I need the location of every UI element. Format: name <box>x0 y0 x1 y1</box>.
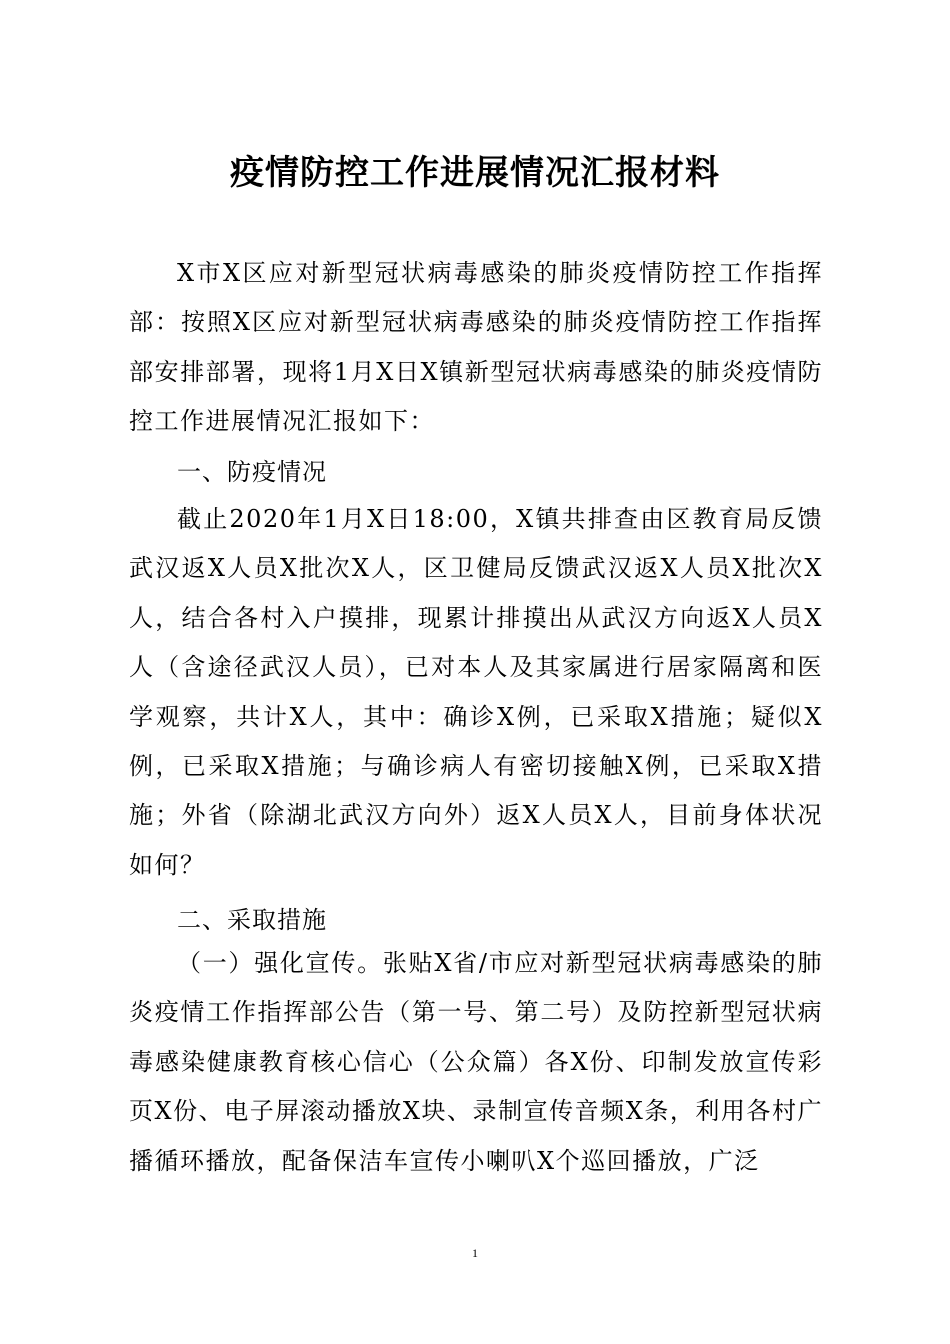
document-title: 疫情防控工作进展情况汇报材料 <box>230 153 720 193</box>
measures-paragraph: （一）强化宣传。张贴X省/市应对新型冠状病毒感染的肺炎疫情工作指挥部公告（第一号、第二号）及防控新型冠状病毒感染健康教育核心信心（公众篇）各X份、印制发放宣传彩页X份、电子屏滚动播放X块、录制宣传音频X条，利用各村广播循环播放，配备保洁车宣传小喇叭X个巡回播放，广泛 <box>129 949 823 1175</box>
page-number: 1 <box>472 1246 478 1260</box>
section-heading-measures: 二、采取措施 <box>177 906 327 934</box>
section-heading-epidemic-status: 一、防疫情况 <box>177 458 327 486</box>
epidemic-status-paragraph: 截止2020年1月X日18:00，X镇共排查由区教育局反馈武汉返X人员X批次X人，区卫健局反馈武汉返X人员X批次X人，结合各村入户摸排，现累计排摸出从武汉方向返X人员X人（含途径武汉人员），已对本人及其家属进行居家隔离和医学观察，共计X人，其中：确诊X例，已采取X措施；疑似X例，已采取X措施；与确诊病人有密切接触X例，已采取X措施；外省（除湖北武汉方向外）返X人员X人，目前身体状况如何？ <box>129 505 823 879</box>
intro-paragraph: X市X区应对新型冠状病毒感染的肺炎疫情防控工作指挥部：按照X区应对新型冠状病毒感染的肺炎疫情防控工作指挥部安排部署，现将1月X日X镇新型冠状病毒感染的肺炎疫情防控工作进展情况汇报如下： <box>129 259 823 436</box>
